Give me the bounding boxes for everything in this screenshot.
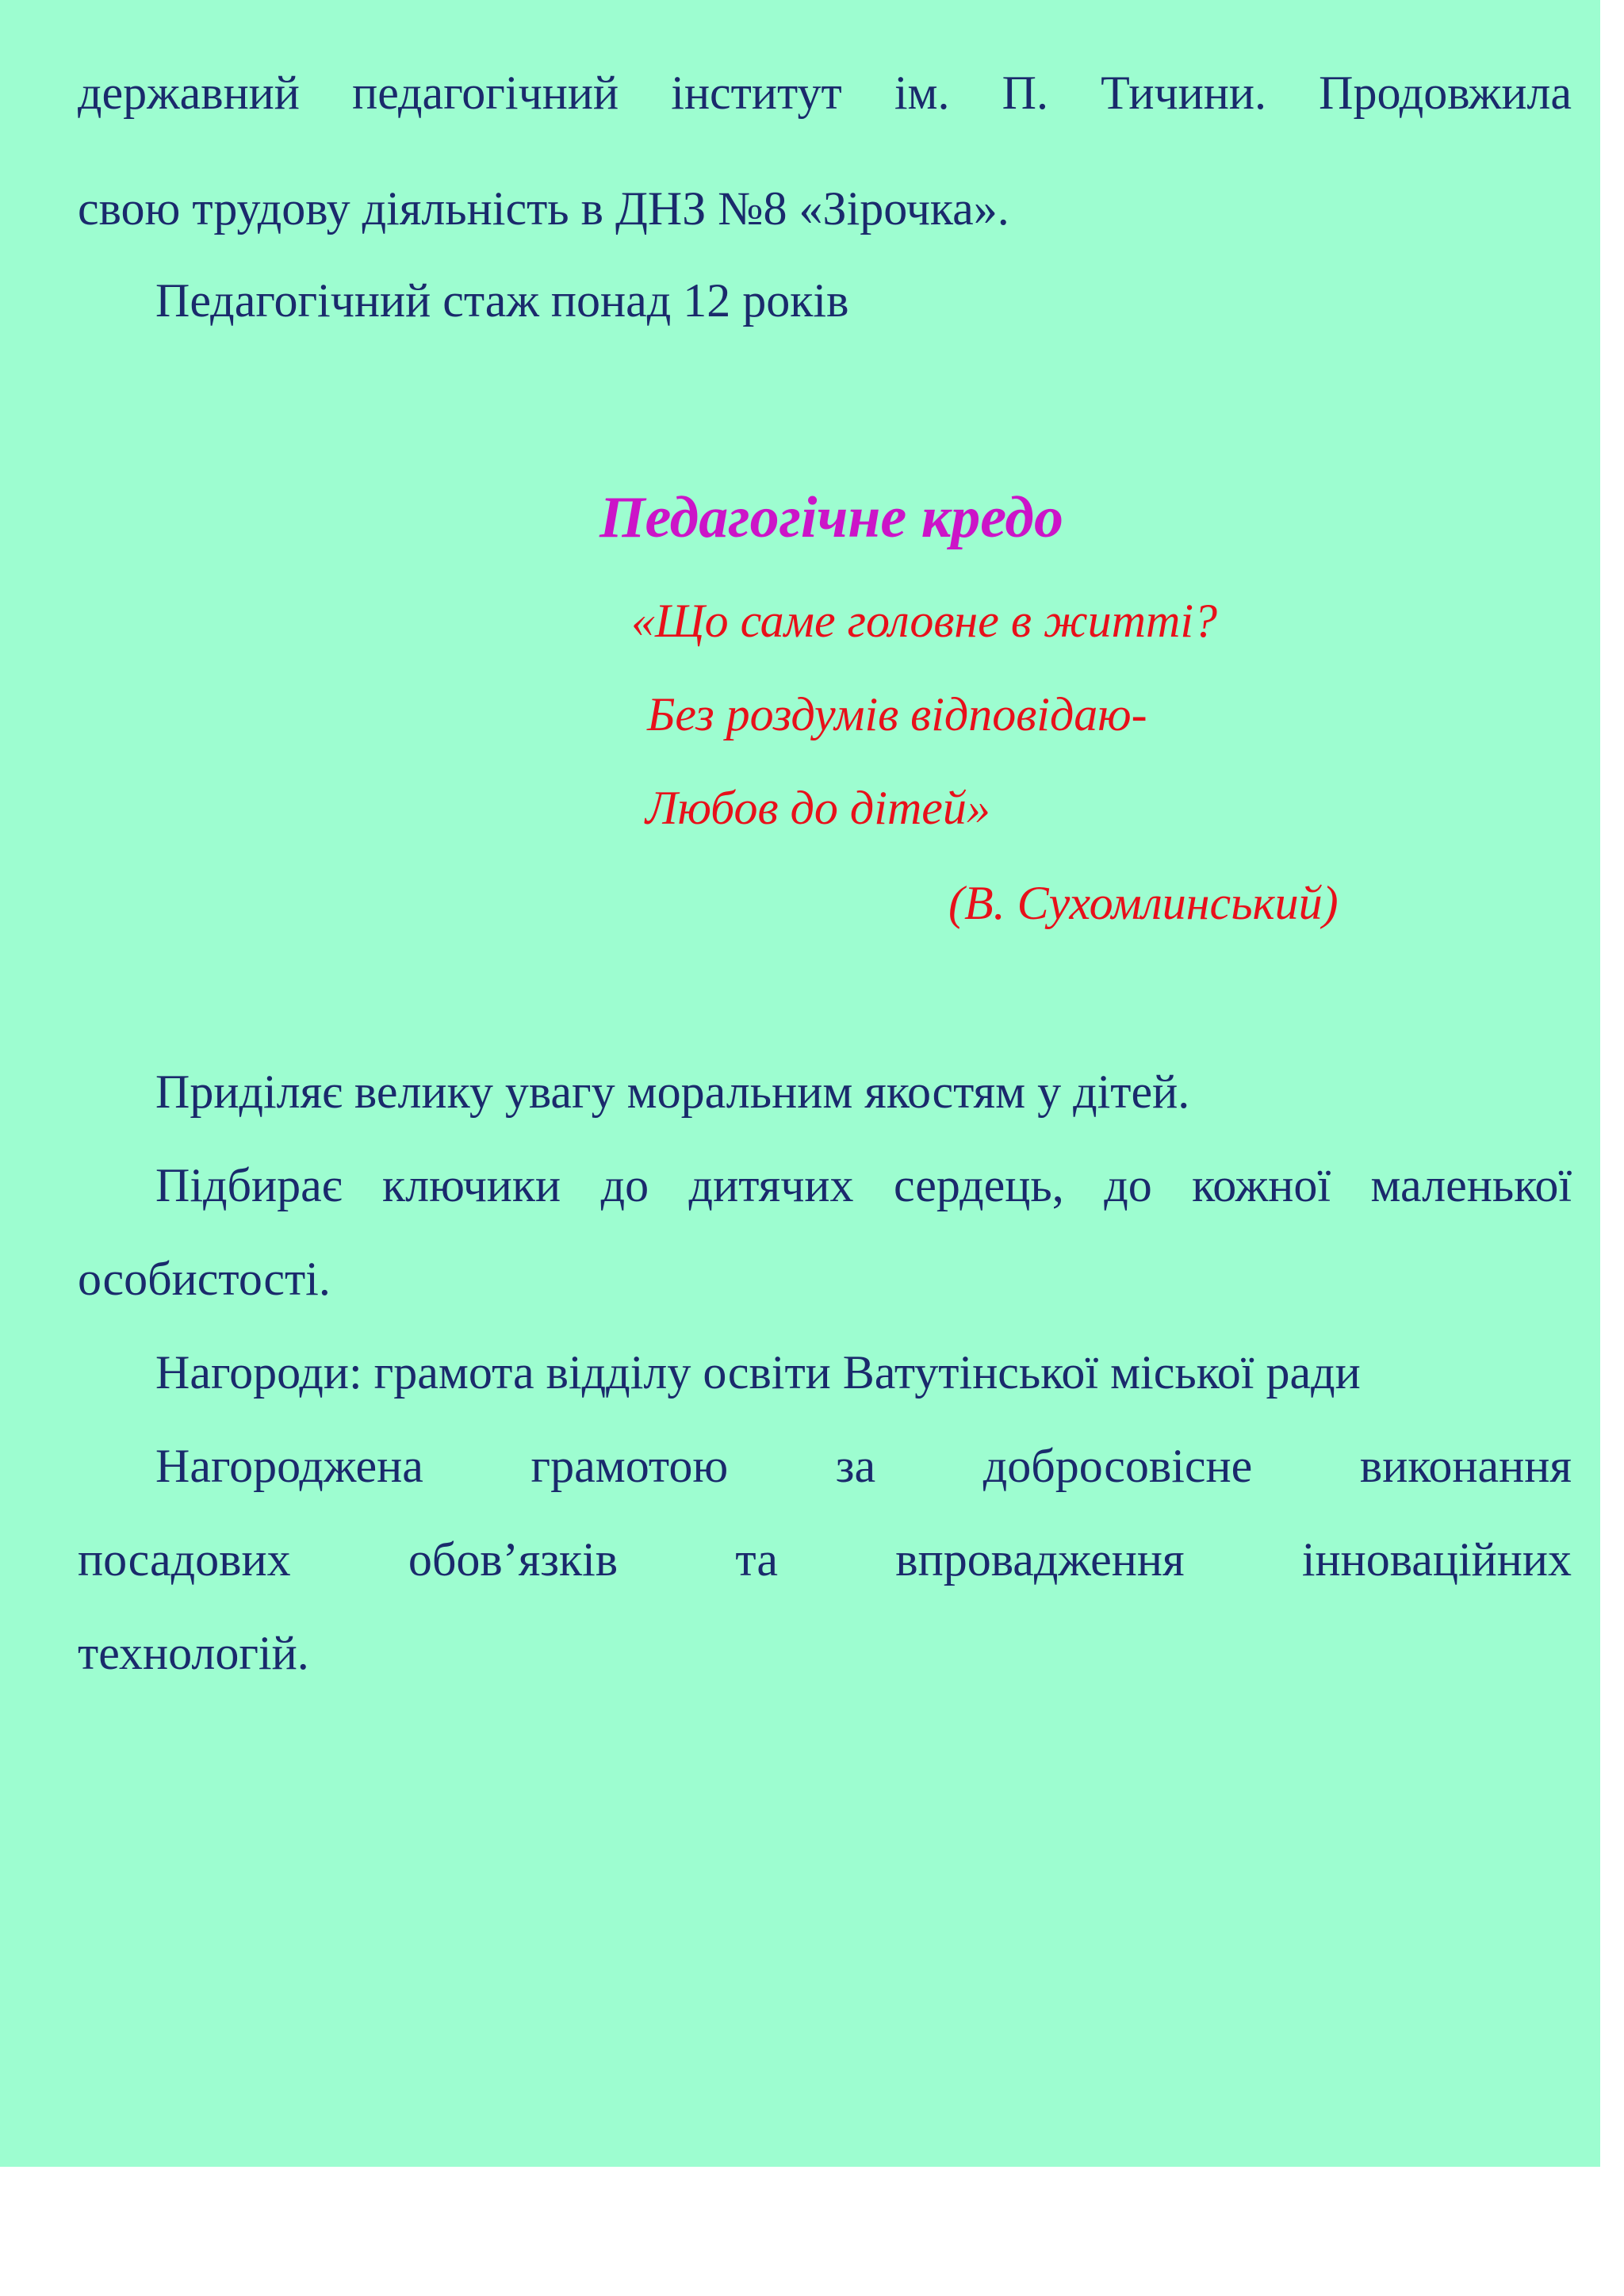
credo-quote-line-1: «Що саме головне в житті? <box>631 595 1218 647</box>
credo-quote-line-2: Без роздумів відповідаю- <box>647 688 1147 740</box>
paragraph-top-line-2: свою трудову діяльність в ДНЗ №8 «Зірочка». <box>78 182 1009 235</box>
keys-text-line-2: особистості. <box>78 1253 331 1305</box>
awards-text: Нагороди: грамота відділу освіти Ватутінської міської ради <box>155 1346 1361 1399</box>
credo-author: (В. Сухомлинський) <box>948 877 1339 929</box>
moral-text: Приділяє велику увагу моральним якостям у дітей. <box>155 1066 1190 1118</box>
awarded-text-line-1: Нагороджена грамотою за добросовісне виконання <box>155 1440 1572 1492</box>
keys-text-line-1: Підбирає ключики до дитячих сердець, до кожної маленької <box>155 1159 1572 1211</box>
experience-text: Педагогічний стаж понад 12 років <box>155 274 849 327</box>
awarded-text-line-2: посадових обов’язків та впровадження інноваційних <box>78 1533 1572 1586</box>
awarded-text-line-3: технологій. <box>78 1627 309 1679</box>
credo-quote-line-3: Любов до дітей» <box>645 782 990 834</box>
credo-title: Педагогічне кредо <box>599 485 1063 550</box>
paragraph-top-line-1: державний педагогічний інститут ім. П. Тичини. Продовжила <box>78 67 1572 119</box>
